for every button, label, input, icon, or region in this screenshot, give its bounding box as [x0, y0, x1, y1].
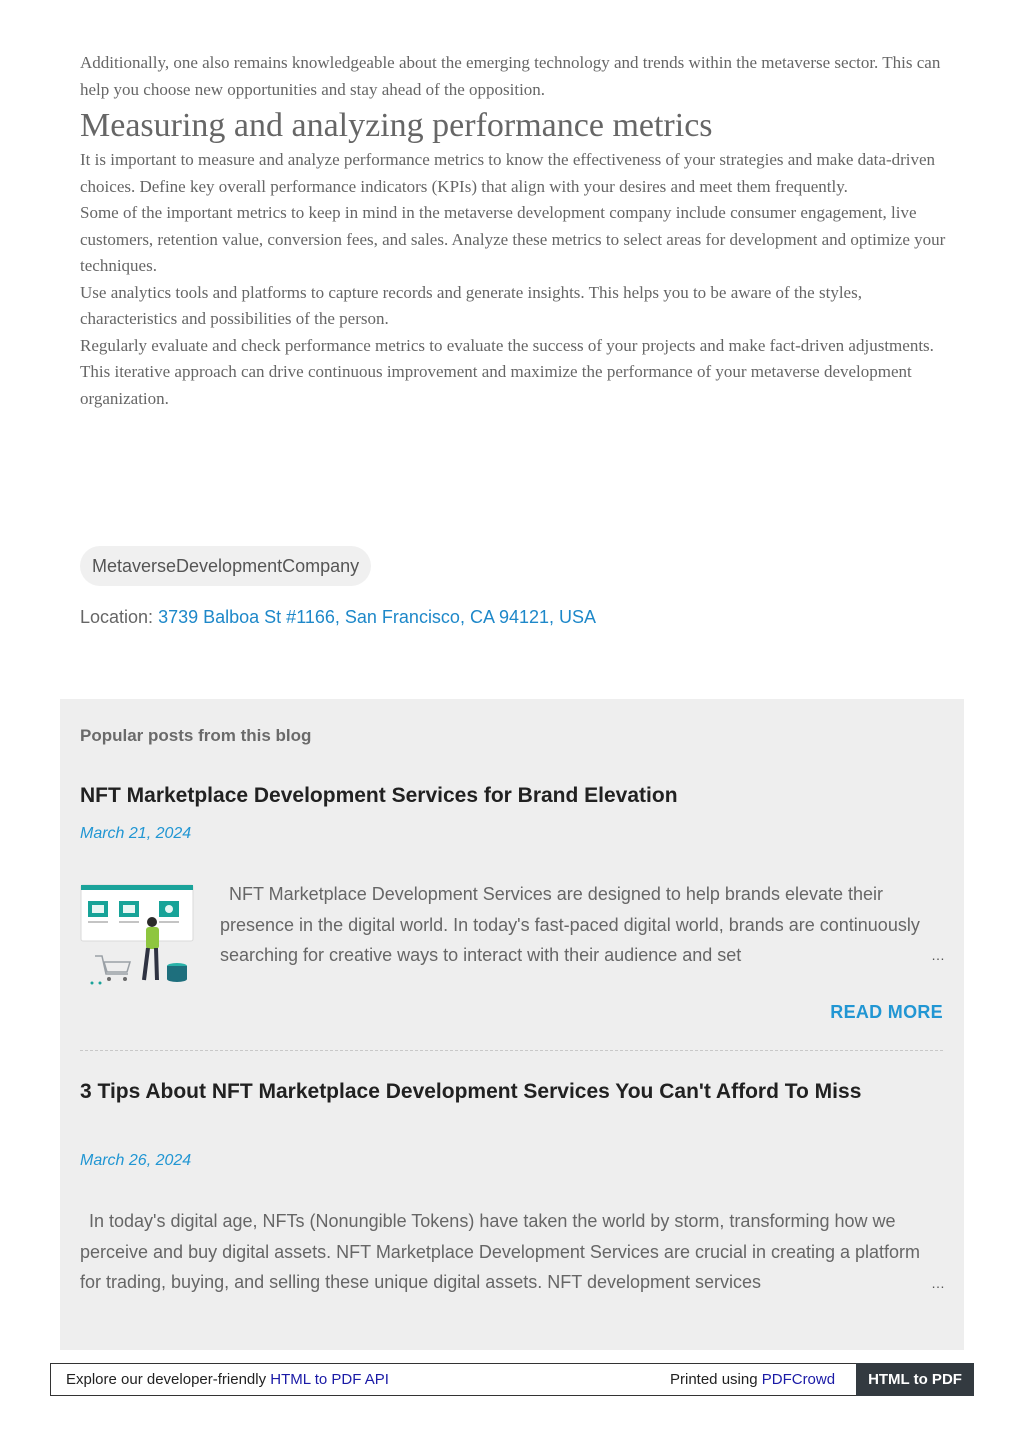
pdfcrowd-link[interactable]: PDFCrowd	[761, 1371, 836, 1388]
label-chip[interactable]: MetaverseDevelopmentCompany	[80, 546, 371, 586]
location-link[interactable]: 3739 Balboa St #1166, San Francisco, CA 94121, USA	[158, 607, 597, 627]
html-to-pdf-button[interactable]: HTML to PDF	[856, 1363, 974, 1396]
article-body	[80, 50, 950, 412]
html-to-pdf-api-link[interactable]: HTML to PDF API	[270, 1371, 389, 1388]
paragraph-kpis: It is important to measure and analyze performance metrics to know the effectiveness of your strategies and make data-driven choices. Define key overall performance indicators (KPIs) that align with your desires and meet them frequently.	[80, 150, 936, 196]
location-line	[80, 604, 596, 630]
post-thumbnail-1[interactable]	[80, 884, 194, 986]
post-snippet-1: NFT Marketplace Development Services are designed to help brands elevate their presence in the digital world. In today's fast-paced digital world, brands are continuously searching for creative ways to interact with their audience and set	[220, 884, 920, 965]
post-divider	[80, 1050, 943, 1051]
location-label: Location:	[80, 607, 154, 627]
footer-explore	[66, 1371, 389, 1388]
popular-posts-panel	[60, 699, 964, 1350]
ellipsis-icon[interactable]: …	[931, 947, 945, 963]
paragraph-evaluate: Regularly evaluate and check performance metrics to evaluate the success of your projects and make fact-driven adjustments. This iterative approach can drive continuous improvement and maximize the performance of your metaverse development organization.	[80, 335, 934, 408]
post-snippet-2: In today's digital age, NFTs (Nonungible Tokens) have taken the world by storm, transforming how we perceive and buy digital assets. NFT Marketplace Development Services are crucial in creating a platform for trading, buying, and selling these unique digital assets. NFT development services	[80, 1211, 921, 1292]
pdf-footer-bar	[50, 1363, 974, 1396]
paragraph-analytics: Use analytics tools and platforms to capture records and generate insights. This helps you to be aware of the styles, characteristics and possibilities of the person.	[80, 282, 862, 328]
post-title-2[interactable]: 3 Tips About NFT Marketplace Development Services You Can't Afford To Miss	[80, 1080, 862, 1103]
post-title-1[interactable]: NFT Marketplace Development Services for Brand Elevation	[80, 784, 678, 807]
popular-posts-heading: Popular posts from this blog	[80, 726, 312, 745]
paragraph-metrics: Some of the important metrics to keep in mind in the metaverse development company include consumer engagement, live customers, retention value, conversion fees, and sales. Analyze these metrics to select areas for development and optimize your techniques.	[80, 203, 946, 275]
post-date-1[interactable]: March 21, 2024	[80, 825, 192, 842]
intro-paragraph: Additionally, one also remains knowledgeable about the emerging technology and trends within the metaverse sector. This can help you choose new opportunities and stay ahead of the opposition.	[80, 53, 941, 99]
read-more-button[interactable]: READ MORE	[830, 1002, 943, 1022]
ellipsis-icon[interactable]: …	[931, 1275, 945, 1291]
footer-explore-text: Explore our developer-friendly	[66, 1371, 267, 1388]
section-heading: Measuring and analyzing performance metrics	[80, 107, 713, 144]
footer-printed-text: Printed using	[670, 1371, 758, 1388]
post-date-2[interactable]: March 26, 2024	[80, 1152, 192, 1169]
footer-printed	[670, 1371, 835, 1388]
